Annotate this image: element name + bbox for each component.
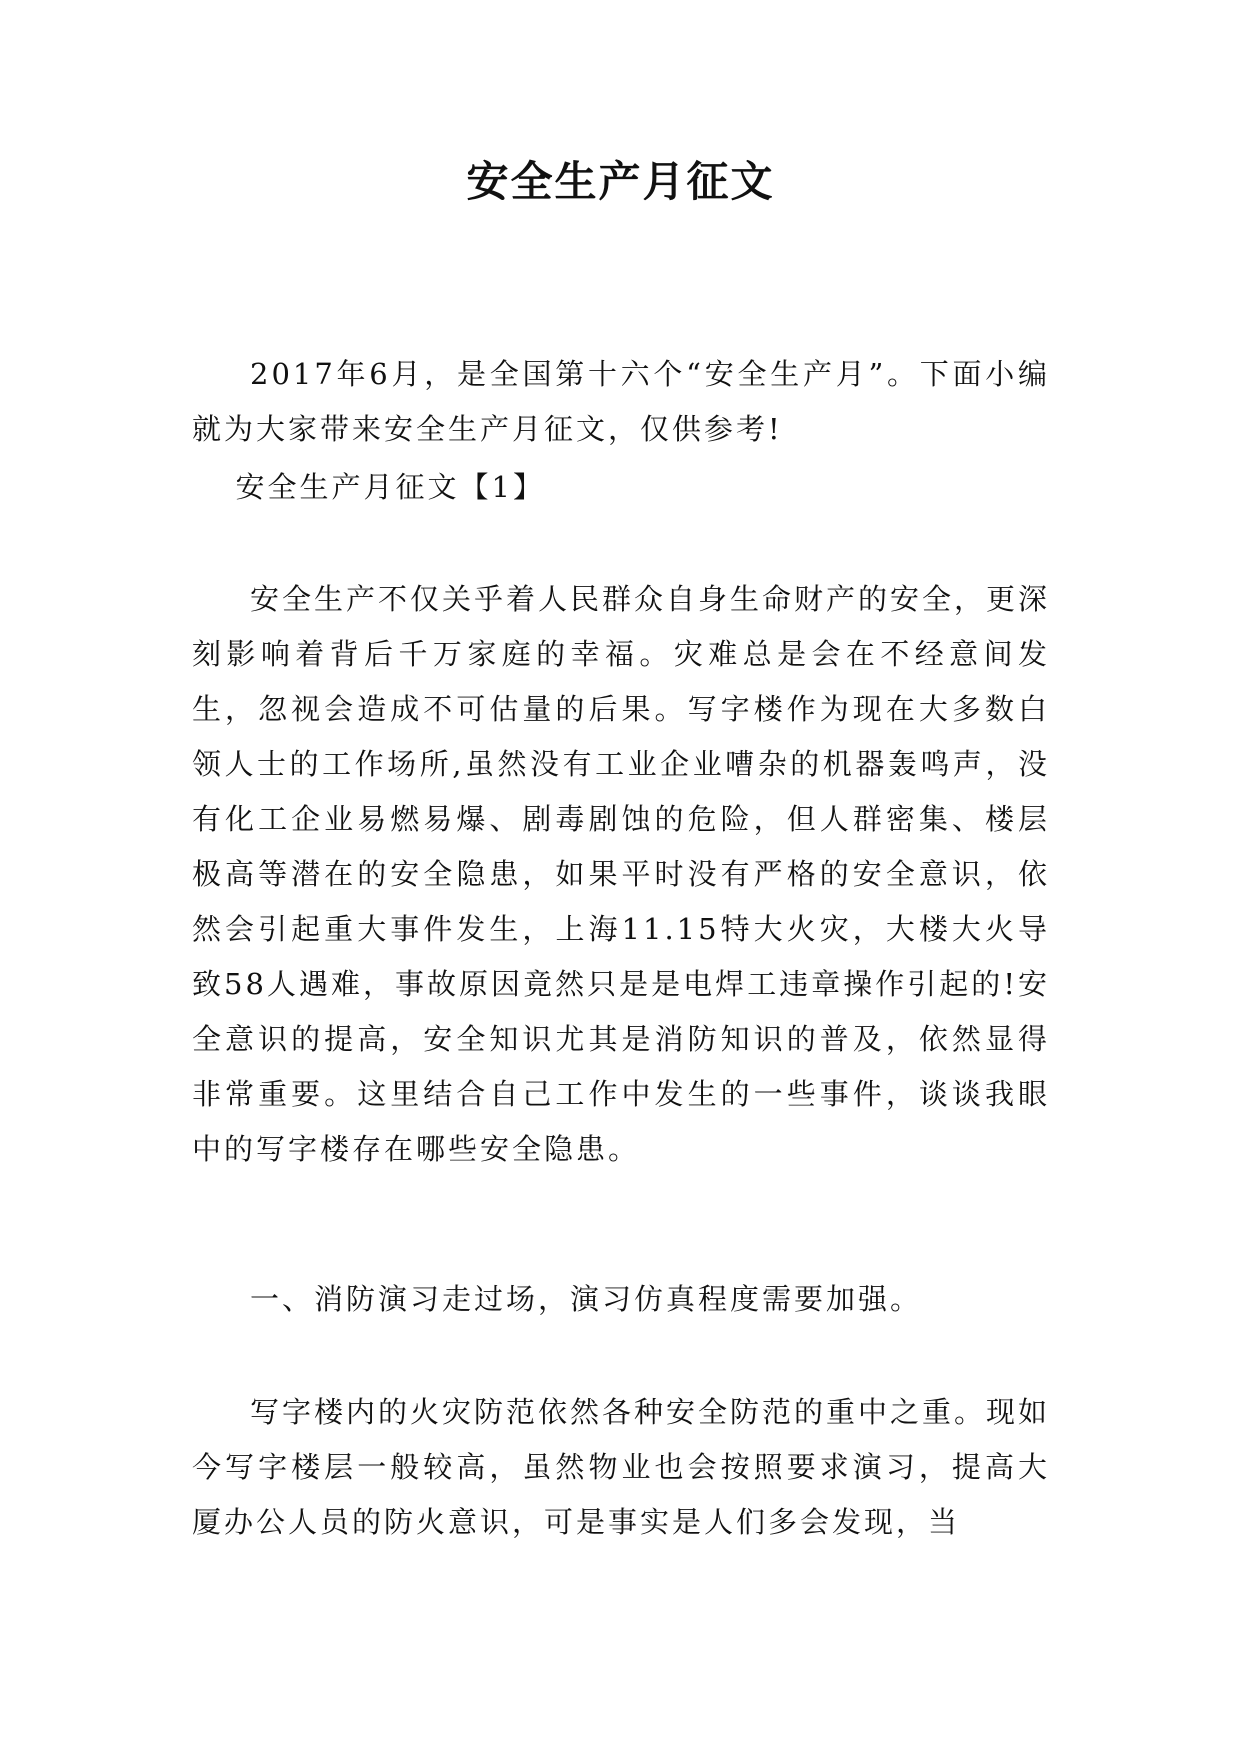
- document-title: 安全生产月征文: [466, 157, 775, 206]
- intro-paragraph: 2017年6月，是全国第十六个“安全生产月”。下面小编就为大家带来安全生产月征文，仅供参考!: [192, 357, 1050, 446]
- essay-subtitle: 安全生产月征文【1】: [235, 470, 545, 504]
- body-paragraph: 安全生产不仅关乎着人民群众自身生命财产的安全，更深刻影响着背后千万家庭的幸福。灾难总是会在不经意间发生，忽视会造成不可估量的后果。写字楼作为现在大多数白领人士的工作场所,虽然没有工业企业嘈杂的机器轰鸣声，没有化工企业易燃易爆、剧毒剧蚀的危险，但人群密集、楼层极高等潜在的安全隐患，如果平时没有严格的安全意识，依然会引起重大事件发生，上海11.15特大火灾，大楼大火导致58人遇难，事故原因竟然只是是电焊工违章操作引起的!安全意识的提高，安全知识尤其是消防知识的普及，依然显得非常重要。这里结合自己工作中发生的一些事件，谈谈我眼中的写字楼存在哪些安全隐患。: [192, 582, 1051, 1166]
- section-heading: 一、消防演习走过场，演习仿真程度需要加强。: [250, 1282, 923, 1316]
- body-paragraph: 写字楼内的火灾防范依然各种安全防范的重中之重。现如今写字楼层一般较高，虽然物业也会按照要求演习，提高大厦办公人员的防火意识，可是事实是人们多会发现，当: [192, 1395, 1051, 1539]
